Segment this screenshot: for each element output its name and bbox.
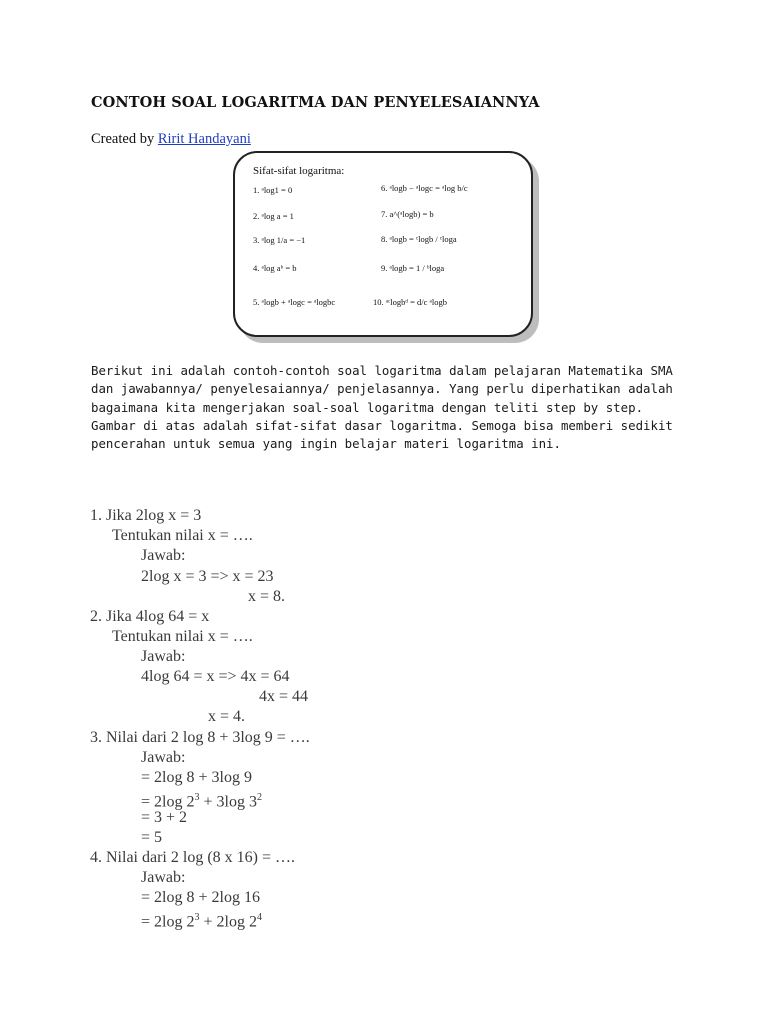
problem-1-question: 1. Jika 2log x = 3 bbox=[90, 507, 202, 524]
problem-1-step: 2log x = 3 => x = 23 bbox=[141, 568, 274, 585]
exponent: 3 bbox=[194, 912, 200, 923]
problem-3-question: 3. Nilai dari 2 log 8 + 3log 9 = …. bbox=[90, 729, 310, 746]
problem-3-answer-label: Jawab: bbox=[141, 749, 186, 766]
expr-part: = 2log 2 bbox=[141, 793, 195, 811]
intro-paragraph: Berikut ini adalah contoh-contoh soal logaritma dalam pelajaran Matematika SMA dan jawabannya/ penyelesaiannya/ penjelasannya. Yang perlu diperhatikan adalah bagaimana kita mengerjakan soal-soal logaritma dengan teliti step by step. Gambar di atas adalah sifat-sifat dasar logaritma. Semoga bisa memberi sedikit pencerahan untuk semua yang ingin belajar materi logaritma ini. bbox=[91, 363, 673, 452]
property-4: 4. ᵃlog aᵇ = b bbox=[253, 263, 297, 273]
problem-4-answer-label: Jawab: bbox=[141, 869, 186, 886]
problem-2-answer-label: Jawab: bbox=[141, 648, 186, 665]
property-10: 10. ᵃᶜlogbᵈ = d/c ᵃlogb bbox=[373, 297, 447, 307]
problem-2-result: x = 4. bbox=[208, 708, 246, 725]
problem-3-step-3: = 3 + 2 bbox=[141, 809, 188, 826]
property-1: 1. ᵃlog1 = 0 bbox=[253, 185, 293, 195]
problem-2-question: 2. Jika 4log 64 = x bbox=[90, 608, 210, 625]
author-link[interactable]: Ririt Handayani bbox=[157, 131, 251, 147]
problem-1-answer-label: Jawab: bbox=[141, 547, 186, 564]
author-line bbox=[91, 131, 251, 148]
problem-4-step-1: = 2log 8 + 2log 16 bbox=[141, 889, 260, 906]
property-2: 2. ᵃlog a = 1 bbox=[253, 211, 294, 221]
logarithm-properties-card bbox=[233, 151, 533, 337]
created-by-label: Created by bbox=[91, 131, 155, 147]
exponent: 4 bbox=[256, 912, 262, 923]
property-8: 8. ᵃlogb = ᶜlogb / ᶜloga bbox=[381, 234, 457, 244]
problem-4-step-2 bbox=[141, 908, 262, 932]
problem-2-ask: Tentukan nilai x = …. bbox=[112, 628, 253, 645]
problem-2-step: 4log 64 = x => 4x = 64 bbox=[141, 668, 290, 685]
expr-part: + 2log 2 bbox=[199, 913, 257, 931]
problem-4-question: 4. Nilai dari 2 log (8 x 16) = …. bbox=[90, 849, 295, 866]
exponent: 3 bbox=[194, 792, 200, 803]
problem-1-ask: Tentukan nilai x = …. bbox=[112, 527, 253, 544]
exponent: 2 bbox=[256, 792, 262, 803]
problem-1-result: x = 8. bbox=[248, 588, 286, 605]
problem-2-step-2: 4x = 44 bbox=[259, 688, 309, 705]
expr-part: + 3log 3 bbox=[199, 793, 257, 811]
property-3: 3. ᵃlog 1/a = −1 bbox=[253, 235, 306, 245]
card-title: Sifat-sifat logaritma: bbox=[253, 165, 345, 177]
problem-3-step-1: = 2log 8 + 3log 9 bbox=[141, 769, 252, 786]
page-title: CONTOH SOAL LOGARITMA DAN PENYELESAIANNYA bbox=[91, 94, 540, 111]
problem-3-result: = 5 bbox=[141, 829, 163, 846]
property-9: 9. ᵃlogb = 1 / ᵇloga bbox=[381, 263, 445, 273]
property-6: 6. ᵃlogb − ᵃlogc = ᵃlog b/c bbox=[381, 183, 468, 193]
property-7: 7. a^(ᵃlogb) = b bbox=[381, 209, 434, 219]
property-5: 5. ᵃlogb + ᵃlogc = ᵃlogbc bbox=[253, 297, 336, 307]
expr-part: = 2log 2 bbox=[141, 913, 195, 931]
